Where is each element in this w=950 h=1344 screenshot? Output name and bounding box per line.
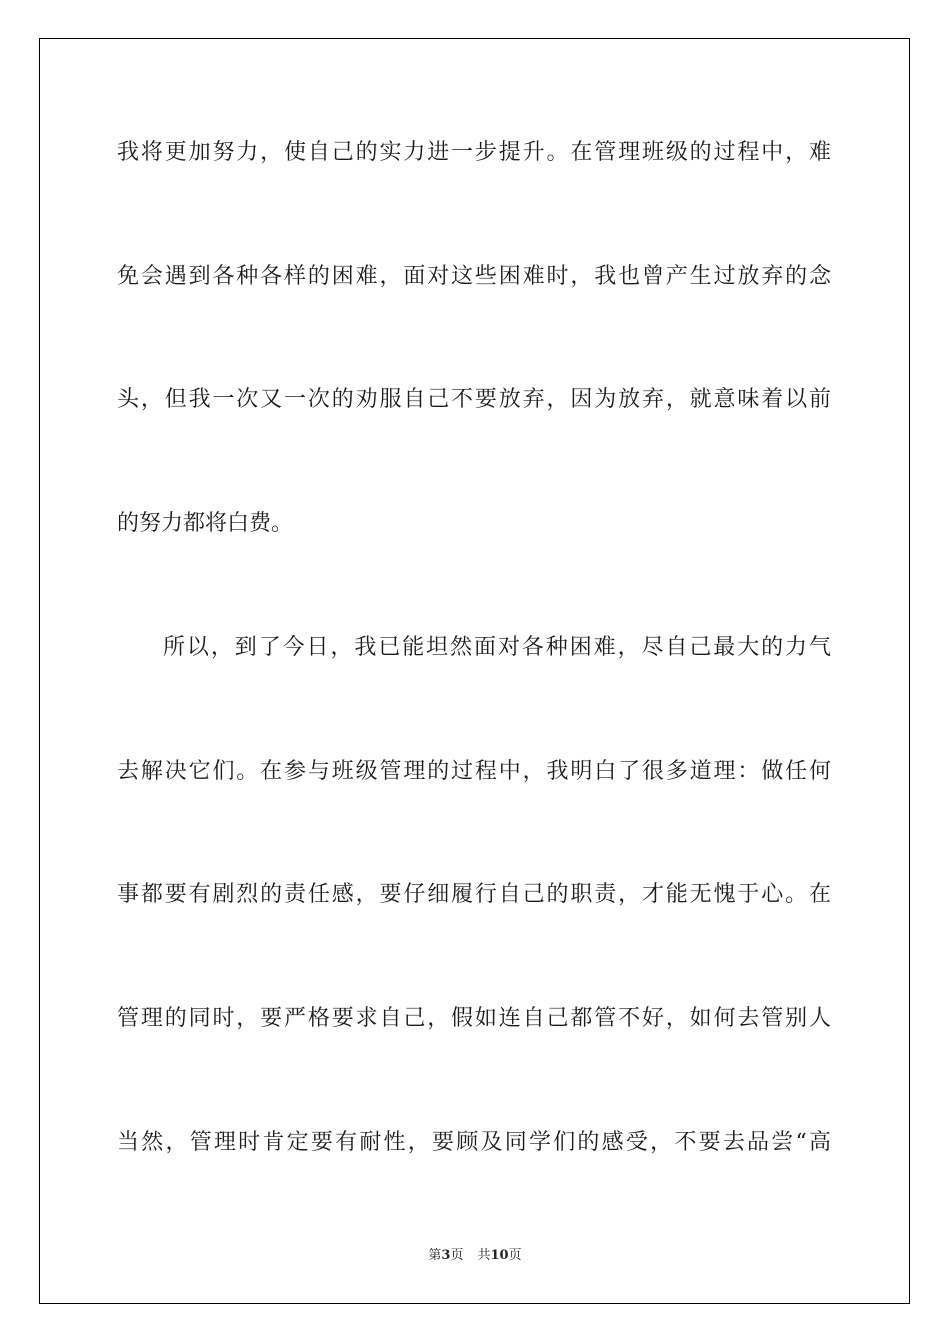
text-line-2: 免会遇到各种各样的困难，面对这些困难时，我也曾产生过放弃的念 <box>117 264 831 289</box>
page-footer <box>0 1247 950 1265</box>
text-line-8: 管理的同时，要严格要求自己，假如连自己都管不好，如何去管别人 <box>117 1006 831 1031</box>
footer-page-number: 3 <box>441 1248 451 1263</box>
footer-total-pages: 10 <box>490 1248 509 1263</box>
text-line-3: 头，但我一次又一次的劝服自己不要放弃，因为放弃，就意味着以前 <box>117 387 831 412</box>
footer-page-prefix: 第 <box>428 1248 442 1263</box>
footer-page-suffix: 页 <box>450 1248 464 1263</box>
footer-total-prefix: 共 <box>477 1248 491 1263</box>
text-line-9: 当然，管理时肯定要有耐性，要顾及同学们的感受，不要去品尝“高 <box>117 1130 831 1155</box>
paragraph-start-line: 所以，到了今日，我已能坦然面对各种困难，尽自己最大的力气 <box>163 635 831 660</box>
text-line-4: 的努力都将白费。 <box>117 511 294 536</box>
text-line-1: 我将更加努力，使自己的实力进一步提升。在管理班级的过程中，难 <box>117 140 831 165</box>
footer-total-suffix: 页 <box>508 1248 522 1263</box>
text-line-6: 去解决它们。在参与班级管理的过程中，我明白了很多道理：做任何 <box>117 759 831 784</box>
text-line-7: 事都要有剧烈的责任感，要仔细履行自己的职责，才能无愧于心。在 <box>117 882 831 907</box>
page-border <box>39 38 910 1304</box>
